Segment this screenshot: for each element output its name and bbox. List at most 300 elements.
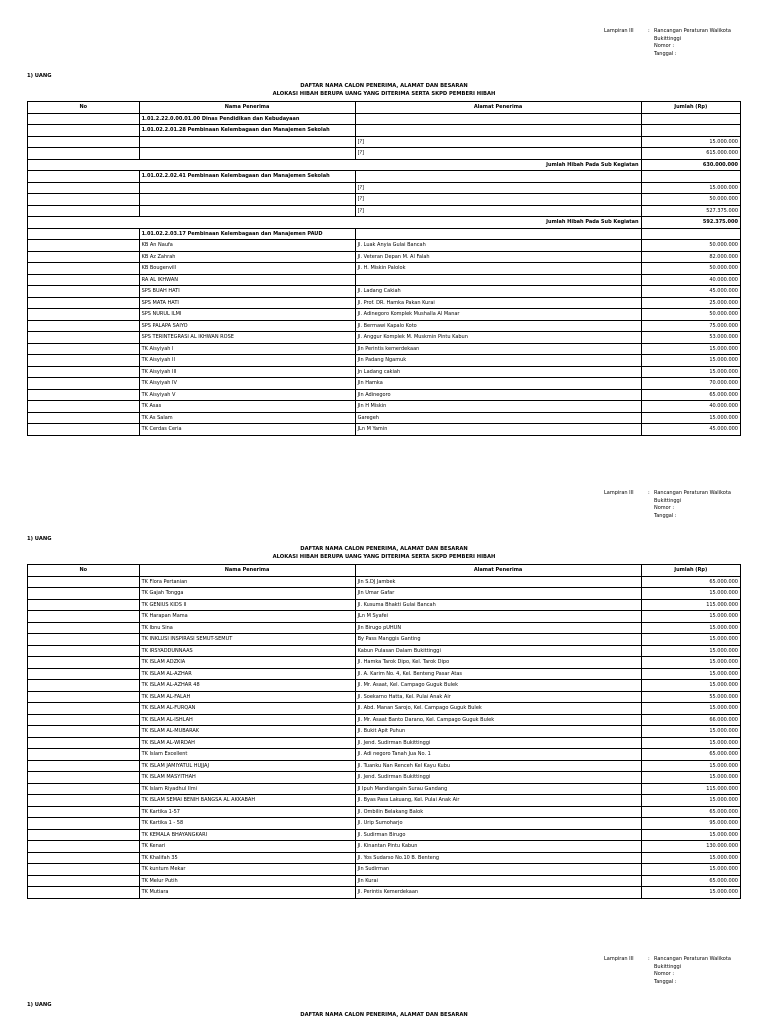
title-line-2: ALOKASI HIBAH BERUPA UANG YANG DITERIMA SERTA SKPD PEMBERI HIBAH	[272, 553, 496, 560]
cell-no	[28, 125, 140, 137]
column-header-jumlah: Jumlah (Rp)	[641, 565, 740, 577]
cell-alamat	[355, 125, 641, 137]
cell-alamat: Jln H Miskin	[355, 401, 641, 413]
cell-jumlah: 15.000.000	[641, 366, 740, 378]
table-total-row	[28, 217, 741, 229]
table-row	[28, 829, 741, 841]
cell-nama: TK Kartika 1-57	[139, 806, 355, 818]
cell-alamat: Jl. Luak Anyia Gulai Bancah	[355, 240, 641, 252]
lampiran-line: Bukittinggi	[654, 963, 682, 970]
cell-jumlah: 15.000.000	[641, 136, 740, 148]
cell-jumlah: 15.000.000	[641, 588, 740, 600]
cell-nama: KB Az Zahrah	[139, 251, 355, 263]
table-row	[28, 841, 741, 853]
cell-no	[28, 841, 140, 853]
cell-alamat: Jl. Jend. Sudirman Bukittinggi	[355, 772, 641, 784]
table-subheader-row	[28, 113, 741, 125]
cell-alamat: Jl. Prof. DR. Hamka Pakan Kurai	[355, 297, 641, 309]
cell-nama: TK Flora Pertanian	[139, 576, 355, 588]
cell-alamat: Jl. Mr. Asaat Banto Darano, Kel. Campago Guguk Bulek	[355, 714, 641, 726]
cell-no	[28, 622, 140, 634]
cell-no	[28, 286, 140, 298]
table-row	[28, 657, 741, 669]
table-row	[28, 263, 741, 275]
cell-total-jumlah: 592.375.000	[641, 217, 740, 229]
cell-jumlah	[641, 125, 740, 137]
lampiran-line: Bukittinggi	[654, 497, 682, 504]
cell-jumlah: 25.000.000	[641, 297, 740, 309]
cell-nama: TK Mutiara	[139, 887, 355, 899]
cell-jumlah: 95.000.000	[641, 818, 740, 830]
cell-jumlah: 15.000.000	[641, 645, 740, 657]
cell-alamat: Jl. Abd. Manan Sarojo, Kel. Campago Guguk Bulek	[355, 703, 641, 715]
cell-alamat: Jln Padang Ngamuk	[355, 355, 641, 367]
cell-nama: SPS BUAH HATI	[139, 286, 355, 298]
cell-nama: TK Asas	[139, 401, 355, 413]
cell-nama: RA AL IKHWAN	[139, 274, 355, 286]
cell-nama: KB An Naufa	[139, 240, 355, 252]
table-row	[28, 864, 741, 876]
cell-no	[28, 412, 140, 424]
table-row	[28, 703, 741, 715]
cell-nama: SPS NURUL ILMI	[139, 309, 355, 321]
cell-nama	[139, 205, 355, 217]
cell-alamat: Jl. Sudirman Birugo	[355, 829, 641, 841]
cell-no	[28, 588, 140, 600]
cell-no	[28, 228, 140, 240]
table-row	[28, 401, 741, 413]
cell-nama: TK ISLAM AL-AZHAR 48	[139, 680, 355, 692]
cell-jumlah: 65.000.000	[641, 875, 740, 887]
table-row	[28, 205, 741, 217]
cell-nama: TK ISLAM AL-FURQAN	[139, 703, 355, 715]
cell-jumlah: 50.000.000	[641, 309, 740, 321]
table-row	[28, 297, 741, 309]
cell-nama: TK Aisyiyah IV	[139, 378, 355, 390]
cell-alamat	[355, 171, 641, 183]
cell-no	[28, 864, 140, 876]
table-row	[28, 691, 741, 703]
table-row	[28, 366, 741, 378]
cell-nama	[139, 182, 355, 194]
table-row	[28, 611, 741, 623]
cell-jumlah: 615.000.000	[641, 148, 740, 160]
column-header-alamat: Alamat Penerima	[355, 565, 641, 577]
cell-no	[28, 309, 140, 321]
cell-alamat: Jl. Byas Pass Lakuang, Kel. Pulai Anak Air	[355, 795, 641, 807]
lampiran-lines	[654, 28, 768, 58]
table-row	[28, 852, 741, 864]
cell-no	[28, 668, 140, 680]
cell-jumlah: 55.000.000	[641, 691, 740, 703]
column-header-jumlah: Jumlah (Rp)	[641, 102, 740, 114]
cell-jumlah: 15.000.000	[641, 737, 740, 749]
cell-no	[28, 194, 140, 206]
cell-no	[28, 251, 140, 263]
cell-no	[28, 401, 140, 413]
table-row	[28, 378, 741, 390]
cell-nama: TK GENIUS KIDS II	[139, 599, 355, 611]
cell-total-label: Jumlah Hibah Pada Sub Kegiatan	[28, 159, 642, 171]
cell-nama	[139, 136, 355, 148]
cell-jumlah: 115.000.000	[641, 599, 740, 611]
cell-jumlah: 15.000.000	[641, 680, 740, 692]
cell-no	[28, 297, 140, 309]
cell-alamat: Jln Birugo pUHUN	[355, 622, 641, 634]
cell-nama: TK KEMALA BHAYANGKARI	[139, 829, 355, 841]
cell-no	[28, 806, 140, 818]
table-row	[28, 622, 741, 634]
table-row	[28, 343, 741, 355]
table-row	[28, 424, 741, 436]
cell-alamat: Jln Adinegoro	[355, 389, 641, 401]
cell-no	[28, 182, 140, 194]
cell-nama: TK ISLAM AL-WIRDAH	[139, 737, 355, 749]
cell-subkegiatan: 1.01.02.2.02.41 Pembinaan Kelembagaan dan Manajemen Sekolah	[139, 171, 355, 183]
column-header-nama: Nama Penerima	[139, 565, 355, 577]
cell-jumlah: 40.000.000	[641, 274, 740, 286]
cell-subkegiatan: 1.01.02.2.01.28 Pembinaan Kelembagaan dan Manajemen Sekolah	[139, 125, 355, 137]
cell-jumlah: 65.000.000	[641, 389, 740, 401]
cell-no	[28, 148, 140, 160]
cell-no	[28, 680, 140, 692]
cell-no	[28, 726, 140, 738]
table-row	[28, 749, 741, 761]
cell-alamat: Jl. Veteran Depan M. Al Falah	[355, 251, 641, 263]
cell-alamat: Jl. Adi negoro Tanah Jua No. 1	[355, 749, 641, 761]
cell-jumlah: 15.000.000	[641, 852, 740, 864]
lampiran-line: Bukittinggi	[654, 35, 682, 42]
cell-jumlah: 53.000.000	[641, 332, 740, 344]
cell-nama: TK Kartika 1 - 58	[139, 818, 355, 830]
table-row	[28, 783, 741, 795]
cell-nama: SPS MATA HATI	[139, 297, 355, 309]
cell-alamat: [?]	[355, 148, 641, 160]
lampiran-line: Nomor :	[654, 971, 675, 977]
table-row	[28, 634, 741, 646]
lampiran-lines	[654, 956, 768, 986]
cell-jumlah: 65.000.000	[641, 749, 740, 761]
cell-subkegiatan: 1.01.2.22.0.00.01.00 Dinas Pendidikan dan Kebudayaan	[139, 113, 355, 125]
table-row	[28, 795, 741, 807]
lampiran-line: Tanggal :	[654, 978, 677, 985]
table-row	[28, 332, 741, 344]
cell-alamat: Jn Ladang cakiah	[355, 366, 641, 378]
cell-nama: TK Ibnu Sina	[139, 622, 355, 634]
cell-nama: TK Khalifah 35	[139, 852, 355, 864]
table-row	[28, 737, 741, 749]
cell-no	[28, 875, 140, 887]
table-row	[28, 286, 741, 298]
cell-nama: TK ISLAM AL-FALAH	[139, 691, 355, 703]
cell-no	[28, 343, 140, 355]
cell-jumlah: 15.000.000	[641, 795, 740, 807]
cell-no	[28, 113, 140, 125]
table-header-row	[28, 565, 741, 577]
cell-no	[28, 829, 140, 841]
cell-nama: TK ISLAM AL-MUBARAK	[139, 726, 355, 738]
table-header-row	[28, 102, 741, 114]
cell-alamat: Jl. Kusuma Bhakti Gulai Bancah	[355, 599, 641, 611]
cell-no	[28, 332, 140, 344]
table-row	[28, 320, 741, 332]
cell-no	[28, 274, 140, 286]
cell-jumlah: 15.000.000	[641, 668, 740, 680]
cell-jumlah: 70.000.000	[641, 378, 740, 390]
cell-nama: KB Bougenvill	[139, 263, 355, 275]
cell-alamat: Jl. Anggur Komplek M. Muskmin Pintu Kabun	[355, 332, 641, 344]
cell-no	[28, 818, 140, 830]
cell-no	[28, 645, 140, 657]
cell-subkegiatan: 1.01.02.2.03.17 Pembinaan Kelembagaan dan Manajemen PAUD	[139, 228, 355, 240]
cell-no	[28, 136, 140, 148]
cell-jumlah: 65.000.000	[641, 576, 740, 588]
cell-alamat: Jl. Urip Sumoharjo	[355, 818, 641, 830]
cell-alamat: Jl. Hamka Tarok Dipo, Kel. Tarok Dipo	[355, 657, 641, 669]
cell-jumlah: 15.000.000	[641, 772, 740, 784]
lampiran-label: Lampiran III	[604, 490, 634, 496]
cell-no	[28, 703, 140, 715]
cell-nama: TK Aisyiyah I	[139, 343, 355, 355]
table-row	[28, 599, 741, 611]
cell-no	[28, 355, 140, 367]
cell-jumlah: 15.000.000	[641, 760, 740, 772]
cell-nama: TK Islam Excellent	[139, 749, 355, 761]
table-row	[28, 389, 741, 401]
cell-alamat: Jln Kurai	[355, 875, 641, 887]
table-row	[28, 760, 741, 772]
cell-jumlah: 15.000.000	[641, 634, 740, 646]
table-row	[28, 274, 741, 286]
cell-alamat: Jl. Mr. Asaat, Kel. Campago Guguk Bulek	[355, 680, 641, 692]
cell-alamat: JLn M Syafei	[355, 611, 641, 623]
cell-nama: TK Cerdas Ceria	[139, 424, 355, 436]
cell-jumlah: 65.000.000	[641, 806, 740, 818]
table-row	[28, 668, 741, 680]
cell-alamat: [?]	[355, 194, 641, 206]
cell-nama: TK Melur Putih	[139, 875, 355, 887]
cell-alamat: Jl. Adinegoro Komplek Mushalla Al Manar	[355, 309, 641, 321]
lampiran-line: Nomor :	[654, 505, 675, 511]
cell-no	[28, 389, 140, 401]
document-title	[27, 546, 741, 561]
cell-nama: TK Aisyiyah II	[139, 355, 355, 367]
section-label: 1) UANG	[27, 73, 52, 79]
cell-alamat: By Pass Manggis Ganting	[355, 634, 641, 646]
cell-jumlah: 15.000.000	[641, 343, 740, 355]
lampiran-colon: :	[648, 28, 650, 34]
cell-alamat: Jl. H. Miskin Palolok	[355, 263, 641, 275]
lampiran-colon: :	[648, 490, 650, 496]
cell-alamat: Jl. Yos Sudarso No.10 B. Benteng	[355, 852, 641, 864]
cell-nama	[139, 148, 355, 160]
table-row	[28, 726, 741, 738]
cell-no	[28, 657, 140, 669]
table-row	[28, 818, 741, 830]
cell-jumlah: 40.000.000	[641, 401, 740, 413]
table-row	[28, 182, 741, 194]
cell-jumlah: 45.000.000	[641, 286, 740, 298]
cell-alamat: Jl. Perintis Kemerdekaan	[355, 887, 641, 899]
lampiran-line: Tanggal :	[654, 512, 677, 519]
cell-jumlah	[641, 113, 740, 125]
section-label: 1) UANG	[27, 536, 52, 542]
cell-no	[28, 611, 140, 623]
cell-no	[28, 205, 140, 217]
cell-jumlah: 15.000.000	[641, 622, 740, 634]
cell-jumlah: 15.000.000	[641, 829, 740, 841]
cell-nama: TK ISLAM SEMAI BENIH BANGSA AL AKKABAH	[139, 795, 355, 807]
cell-total-jumlah: 630.000.000	[641, 159, 740, 171]
cell-nama: SPS PALAPA SAIYO	[139, 320, 355, 332]
cell-jumlah: 15.000.000	[641, 657, 740, 669]
table-row	[28, 588, 741, 600]
cell-jumlah: 15.000.000	[641, 355, 740, 367]
cell-no	[28, 887, 140, 899]
column-header-no: No	[28, 565, 140, 577]
cell-no	[28, 852, 140, 864]
cell-alamat: Jl Ipuh Mandiangain Surau Gandang	[355, 783, 641, 795]
column-header-no: No	[28, 102, 140, 114]
table-row	[28, 136, 741, 148]
cell-alamat: Garegeh	[355, 412, 641, 424]
cell-jumlah: 45.000.000	[641, 424, 740, 436]
table-subheader-row	[28, 171, 741, 183]
table-row	[28, 240, 741, 252]
cell-nama: TK kuntum Mekar	[139, 864, 355, 876]
table-total-row	[28, 159, 741, 171]
cell-nama: TK As Salam	[139, 412, 355, 424]
cell-no	[28, 171, 140, 183]
cell-nama: SPS TERINTEGRASI AL IKHWAN ROSE	[139, 332, 355, 344]
cell-nama: TK IRSYADDUNNAAS	[139, 645, 355, 657]
cell-jumlah: 115.000.000	[641, 783, 740, 795]
cell-jumlah: 15.000.000	[641, 611, 740, 623]
cell-nama: TK Kenari	[139, 841, 355, 853]
cell-nama: TK Harapan Mama	[139, 611, 355, 623]
cell-jumlah: 15.000.000	[641, 864, 740, 876]
cell-alamat: Jl. Tuanku Nan Renceh Kel Kayu Kubu	[355, 760, 641, 772]
lampiran-line: Rancangan Peraturan Walikota	[654, 956, 731, 962]
table-row	[28, 412, 741, 424]
cell-no	[28, 760, 140, 772]
cell-jumlah: 50.000.000	[641, 194, 740, 206]
cell-alamat: Jl. Soekarno Hatta, Kel. Pulai Anak Air	[355, 691, 641, 703]
cell-jumlah	[641, 228, 740, 240]
cell-no	[28, 320, 140, 332]
cell-nama: TK Aisyiyah III	[139, 366, 355, 378]
cell-no	[28, 783, 140, 795]
cell-jumlah: 130.000.000	[641, 841, 740, 853]
cell-nama: TK INKLUSI INSPIRASI SEMUT-SEMUT	[139, 634, 355, 646]
cell-no	[28, 737, 140, 749]
cell-jumlah: 50.000.000	[641, 240, 740, 252]
table-subheader-row	[28, 125, 741, 137]
column-header-alamat: Alamat Penerima	[355, 102, 641, 114]
table-row	[28, 194, 741, 206]
cell-no	[28, 714, 140, 726]
cell-jumlah	[641, 171, 740, 183]
document-title	[27, 83, 741, 98]
cell-alamat: Kabun Pulasan Dalam Bukittinggi	[355, 645, 641, 657]
cell-jumlah: 50.000.000	[641, 263, 740, 275]
cell-alamat: Jln S.DJ Jambek	[355, 576, 641, 588]
cell-alamat: [?]	[355, 136, 641, 148]
cell-nama: TK ISLAM MASYITHAH	[139, 772, 355, 784]
cell-jumlah: 15.000.000	[641, 703, 740, 715]
lampiran-label: Lampiran III	[604, 956, 634, 962]
document-title	[27, 1012, 741, 1020]
table-row	[28, 309, 741, 321]
hibah-table-page-2	[27, 564, 741, 899]
cell-no	[28, 772, 140, 784]
cell-nama: TK Islam Riyadhul Ilmi	[139, 783, 355, 795]
lampiran-label: Lampiran III	[604, 28, 634, 34]
cell-alamat: Jl. Ombilin Belakang Balok	[355, 806, 641, 818]
cell-alamat: [?]	[355, 205, 641, 217]
table-row	[28, 887, 741, 899]
title-line-1: DAFTAR NAMA CALON PENERIMA, ALAMAT DAN BESARAN	[300, 546, 468, 552]
cell-alamat: Jln Hamka	[355, 378, 641, 390]
cell-nama	[139, 194, 355, 206]
title-line-1: DAFTAR NAMA CALON PENERIMA, ALAMAT DAN BESARAN	[300, 83, 468, 89]
cell-no	[28, 263, 140, 275]
section-label: 1) UANG	[27, 1002, 52, 1008]
table-subheader-row	[28, 228, 741, 240]
cell-nama: TK ISLAM AL-AZHAR	[139, 668, 355, 680]
hibah-table-page-1	[27, 101, 741, 436]
cell-jumlah: 527.375.000	[641, 205, 740, 217]
cell-jumlah: 82.000.000	[641, 251, 740, 263]
cell-no	[28, 634, 140, 646]
cell-jumlah: 15.000.000	[641, 726, 740, 738]
cell-alamat	[355, 228, 641, 240]
cell-nama: TK ISLAM ADZKIA	[139, 657, 355, 669]
cell-alamat: Jln Sudirman	[355, 864, 641, 876]
title-line-1: DAFTAR NAMA CALON PENERIMA, ALAMAT DAN BESARAN	[300, 1012, 468, 1018]
cell-alamat: Jl. Kinantan Pintu Kabun	[355, 841, 641, 853]
lampiran-line: Tanggal :	[654, 50, 677, 57]
cell-nama: TK Gajah Tongga	[139, 588, 355, 600]
lampiran-line: Nomor :	[654, 43, 675, 49]
cell-jumlah: 15.000.000	[641, 887, 740, 899]
lampiran-colon: :	[648, 956, 650, 962]
table-row	[28, 645, 741, 657]
cell-alamat: Jl. Ladang Cakiah	[355, 286, 641, 298]
cell-no	[28, 691, 140, 703]
cell-alamat: [?]	[355, 182, 641, 194]
cell-no	[28, 795, 140, 807]
cell-no	[28, 576, 140, 588]
cell-no	[28, 424, 140, 436]
cell-alamat	[355, 274, 641, 286]
table-row	[28, 148, 741, 160]
cell-alamat: Jln Umar Gafar	[355, 588, 641, 600]
table-row	[28, 772, 741, 784]
cell-alamat: JLn M Yamin	[355, 424, 641, 436]
table-row	[28, 355, 741, 367]
cell-nama: TK ISLAM AL-ISHLAH	[139, 714, 355, 726]
cell-no	[28, 240, 140, 252]
table-row	[28, 714, 741, 726]
lampiran-lines	[654, 490, 768, 520]
cell-jumlah: 15.000.000	[641, 182, 740, 194]
cell-no	[28, 749, 140, 761]
cell-no	[28, 599, 140, 611]
cell-no	[28, 378, 140, 390]
cell-alamat: Jln Perintis kemerdekaan	[355, 343, 641, 355]
lampiran-line: Rancangan Peraturan Walikota	[654, 28, 731, 34]
